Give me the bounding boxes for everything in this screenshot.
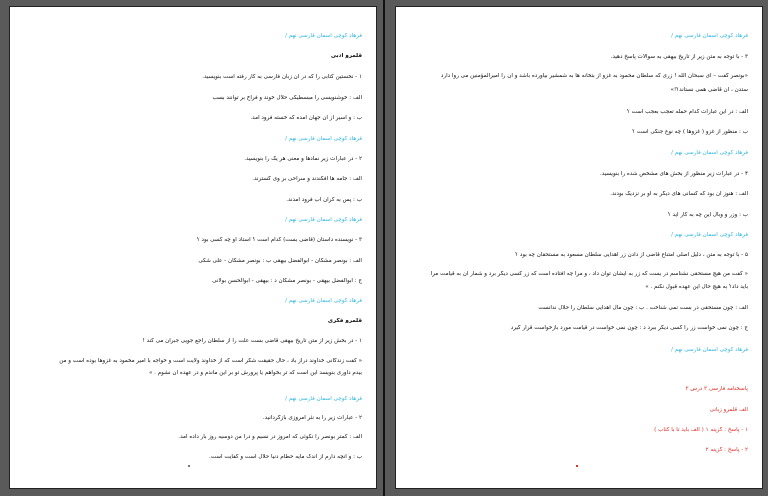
question-line: ۵ - با توجه به متن ، دلیل اصلی امتناع قاضی از دادن زر اهدایی سلطان مسعود به مستحقان چه بود ؟: [515, 252, 748, 258]
page-header-line: فرهاد کوچی آسمان فارسی نهم /: [671, 33, 748, 39]
option-line: الف : کمتر بونصر را نکوئی که امروز در نسیم و درا من دوسیه روز بار داده آمد.: [178, 434, 362, 440]
answer-line: ۱ - پاسخ : گزینه ۱ ( الف باید تا با کتاب ): [654, 427, 748, 433]
page-gutter-divider: [383, 0, 385, 496]
quote-line: باید داد؟ به هیچ حال این عهده قبول نکنم . »: [645, 284, 748, 290]
question-line: ۲ - عبارات زیر را به نثر امروزی بازگردانید.: [262, 415, 362, 421]
option-line: الف : چون مستحقی در بست نمی شناخت . ب : چون مال اهدایی سلطان را حلال ندانست: [538, 305, 748, 311]
option-line: الف : بونصر مشکان - ابوالفضل بیهقی ب : بونصر مشکان - علی شکی: [198, 258, 362, 264]
document-page-left: [9, 6, 377, 489]
page-header-line: فرهاد کوچی آسمان فارسی نهم /: [285, 396, 362, 402]
option-line: ب : منظور از غزو ( غزوها ) چه نوع جنگی است ؟: [632, 129, 748, 135]
question-line: ۱ - نخستین کتابی را که در آن زبان فارسی به کار رفته است بنویسید.: [202, 74, 362, 80]
page-header-line: فرهاد کوچی آسمان فارسی نهم /: [285, 136, 362, 142]
option-line: ب : وزر و وبال این چه به کار آید ؟: [667, 212, 748, 218]
page-header-line: فرهاد کوچی آسمان فارسی نهم /: [671, 232, 748, 238]
question-line: ۳ - با توجه به متن زیر از تاریخ بیهقی به سوالات پاسخ دهید.: [610, 54, 748, 60]
section-title: قلمرو ادبی: [330, 53, 362, 59]
page-header-line: فرهاد کوچی آسمان فارسی نهم /: [285, 298, 362, 304]
option-line: الف : در این عبارات کدام حمله تعجب بعجب است ؟: [626, 109, 748, 115]
quote-line: « کفت زندگانی خداوند دراز باد ، حال حقیقت شکر است که از خداوند ولایت است و خواجه با امیر مخمود به غزوها بوده است و من: [59, 358, 362, 364]
document-page-right: [395, 6, 763, 489]
option-line: ج : چون نمی خواست زر را کسی دیگر ببرد د : چون نمی خواست در قیامت مورد بازخواست قرار گیرد: [510, 325, 748, 331]
option-line: الف : جامه ها افکندند و سراحی بر وی گسترند.: [252, 176, 362, 182]
option-line: ب : پس به کران آب فرود آمدند.: [286, 197, 362, 203]
quote-line: «بونصر گفت – ای سبحان الله ! زری که سلطان محمود به غزو از بتخانه ها به شمشیر بیاورده باشد و آن را امیرالمؤمنین می روا دارد: [440, 73, 748, 79]
page-mark: [576, 465, 578, 467]
option-line: ج : ابوالفضل بیهقی - بونصر مشکان د : بیهقی - ابوالحسن بولانی: [212, 278, 362, 284]
option-line: الف : خوشنویسی را مبسطیکی حلال خوند و فراخ بر توانند بسب: [212, 95, 362, 101]
question-line: ۴ - در عبارات زیر منظور از بخش های مشخص شده را بنویسید.: [600, 171, 748, 177]
page-header-line: فرهاد کوچی آسمان فارسی نهم /: [671, 150, 748, 156]
quote-line: بیدم داوری بنویسد این است که تر بخواهم یا پرورش تو بر این ماندم و در عهده آن نشوم . »: [148, 370, 362, 376]
answer-key-title: پاسخنامه فارسی ۳ درس ۳: [685, 386, 748, 392]
section-title: قلمرو فکری: [327, 318, 362, 324]
quote-line: « کفت من هیچ مستحقی نشناسم در بست که زر به ایشان توان داد ، و مرا چه افتاده است که زر کسی دیگر برد و شمار آن به قیامت مرا: [430, 271, 748, 277]
option-line: الف : هنوز آن بود که کسانی های دیگر به او بر نزدیک بودند.: [610, 191, 748, 197]
page-header-line: فرهاد کوچی آسمان فارسی نهم /: [671, 347, 748, 353]
page-header-line: فرهاد کوچی آسمان فارسی نهم /: [285, 33, 362, 39]
option-line: ب : و اسیر از آن جهان آمده که خسته فرود آمد.: [250, 115, 362, 121]
question-line: ۳ - نویسنده داستان (قاضی بست) کدام است ؟ استاد او چه کسی بود ؟: [196, 237, 362, 243]
quote-line: ستدن ، آن قاضی همی نستاند؟!»: [670, 87, 748, 93]
option-line: ب : و آنچه دارم از اندک مایه حطام دنیا حلال است و کفایت است.: [209, 454, 362, 460]
page-header-line: فرهاد کوچی آسمان فارسی نهم /: [285, 217, 362, 223]
answer-line: ۲ - پاسخ : گزینه ۲: [705, 447, 748, 453]
question-line: ۱ - در بخش زیر از متن تاریخ بیهقی قاضی بست علت را از سلطان راجع جویی جبران می کند !: [142, 338, 362, 344]
answer-section-title: الف قلمرو زبانی: [709, 407, 748, 413]
page-mark: [188, 465, 190, 467]
question-line: ۲ - در عبارات زیر نمادها و معنی هر یک را بنویسید.: [244, 156, 362, 162]
